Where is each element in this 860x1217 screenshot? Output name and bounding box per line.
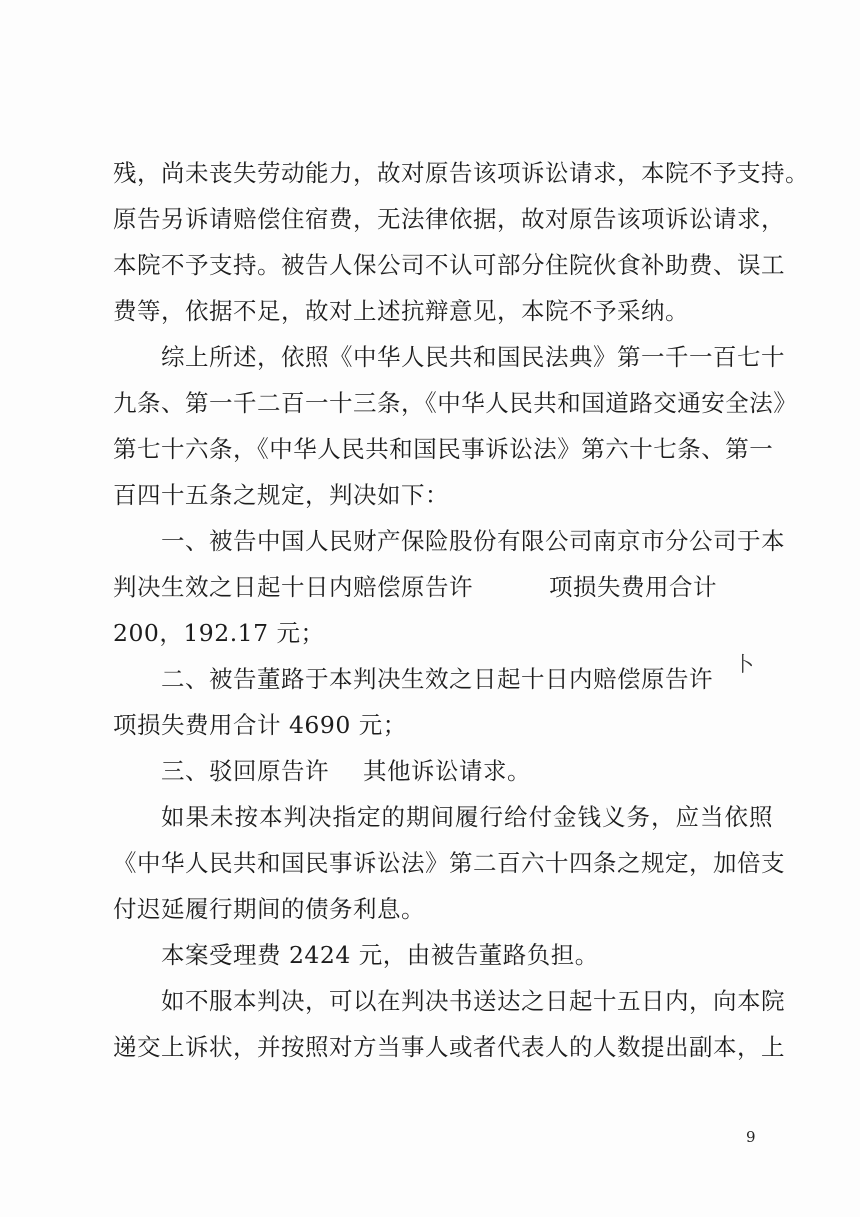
page-number: 9 [746,1128,756,1146]
text-line: 一、被告中国人民财产保险股份有限公司南京市分公司于本 [161,527,785,555]
stray-mark: 卜 [734,652,754,676]
text-line: 原告另诉请赔偿住宿费，无法律依据，故对原告该项诉讼请求， [113,205,785,233]
text-line: 付迟延履行期间的债务利息。 [113,895,425,923]
text-line: 项损失费用合计 4690 元； [113,711,407,739]
text-line: 本案受理费 2424 元，由被告董路负担。 [161,941,599,969]
text-line: 第七十六条，《中华人民共和国民事诉讼法》第六十七条、第一 [113,435,774,463]
text-line: 本院不予支持。被告人保公司不认可部分住院伙食补助费、误工 [113,251,785,279]
text-line: 百四十五条之规定，判决如下： [113,481,449,509]
text-line: 200，192.17 元； [113,619,325,647]
text-fragment: 项损失费用合计 [549,573,717,601]
text-line: 综上所述，依照《中华人民共和国民法典》第一千一百七十 [161,343,785,371]
text-line: 残，尚未丧失劳动能力，故对原告该项诉讼请求，本院不予支持。 [113,159,809,187]
text-line: 如果未按本判决指定的期间履行给付金钱义务，应当依照 [161,803,773,831]
text-line [113,748,773,794]
text-line [113,564,773,610]
text-line: 《中华人民共和国民事诉讼法》第二百六十四条之规定，加倍支 [113,849,785,877]
text-line: 九条、第一千二百一十三条，《中华人民共和国道路交通安全法》 [113,389,798,417]
text-fragment: 三、驳回原告许 [161,757,329,785]
text-line [113,656,773,702]
text-line: 如不服本判决，可以在判决书送达之日起十五日内，向本院 [161,987,785,1015]
text-fragment: 其他诉讼请求。 [363,757,531,785]
text-fragment: 二、被告董路于本判决生效之日起十日内赔偿原告许 [161,665,713,693]
text-fragment: 判决生效之日起十日内赔偿原告许 [113,573,473,601]
text-line: 递交上诉状，并按照对方当事人或者代表人的人数提出副本，上 [113,1033,785,1061]
judgment-text [113,150,809,1070]
text-line: 费等，依据不足，故对上述抗辩意见，本院不予采纳。 [113,297,689,325]
